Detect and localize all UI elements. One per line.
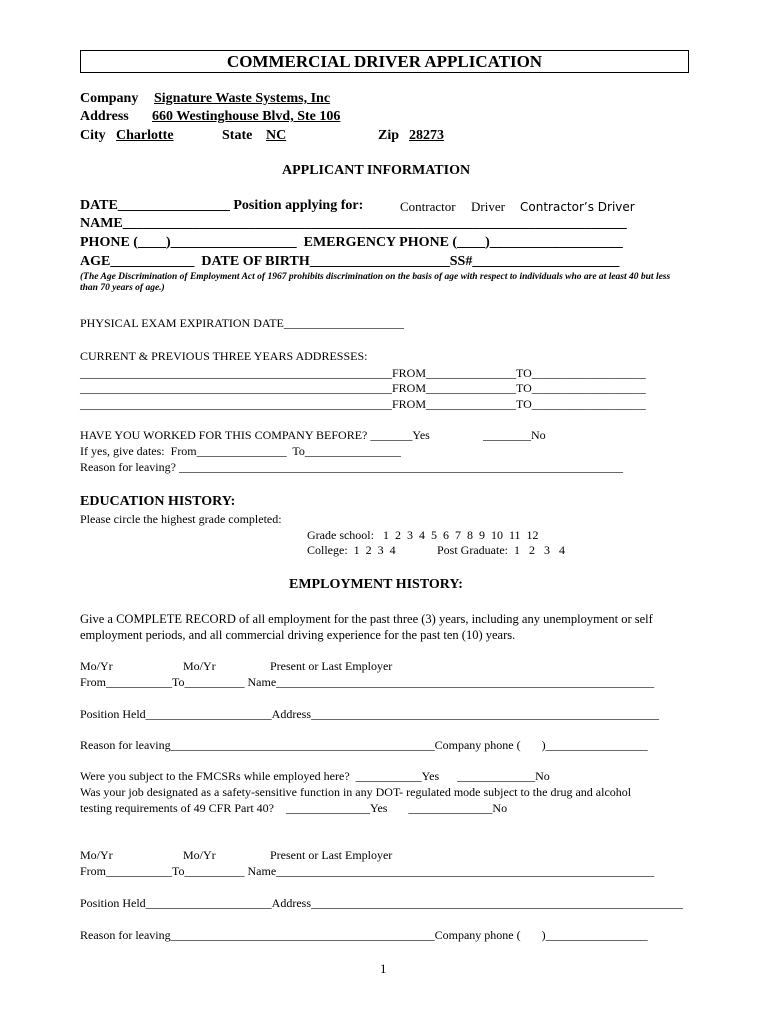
position-option-contractor[interactable]: Contractor: [400, 199, 456, 214]
mo-yr-to-label: Mo/Yr: [183, 848, 216, 862]
zip-value: 28273: [409, 128, 444, 143]
reason-phone-line[interactable]: Reason for leaving____________________________________________Company phone ( )_________________: [80, 738, 648, 752]
state-value: NC: [266, 128, 287, 143]
age-discrimination-note: (The Age Discrimination of Employment Act of 1967 prohibits discrimination on the basis of age with respect to individuals who are at least 40 but less than 70 years of age.): [80, 272, 671, 293]
company-value: Signature Waste Systems, Inc: [154, 91, 331, 106]
date-position-line[interactable]: DATE________________ Position applying for:: [80, 198, 364, 213]
safety-sensitive-question: Was your job designated as a safety-sensitive function in any DOT- regulated mode subject to the drug and alcohol: [80, 785, 632, 799]
employment-dates-name-line[interactable]: From___________To__________ Name_______________________________________________________________: [80, 675, 655, 689]
drug-testing-question[interactable]: testing requirements of 49 CFR Part 40? ______________Yes ______________No: [80, 801, 508, 815]
address-row-1[interactable]: ____________________________________________________FROM_______________TO___________________: [80, 366, 646, 380]
phone-line[interactable]: PHONE (____)__________________ EMERGENCY PHONE (____)___________________: [80, 235, 623, 250]
worked-before-no[interactable]: ________No: [483, 428, 546, 442]
name-line[interactable]: NAME________________________________________________________________________: [80, 216, 627, 231]
reason-phone-line[interactable]: Reason for leaving____________________________________________Company phone ( )_________________: [80, 928, 648, 942]
address-value: 660 Westinghouse Blvd, Ste 106: [152, 109, 341, 124]
employment-dates-name-line[interactable]: From___________To__________ Name_______________________________________________________________: [80, 864, 655, 878]
worked-before-yes[interactable]: HAVE YOU WORKED FOR THIS COMPANY BEFORE? _______Yes: [80, 428, 430, 442]
page-number: 1: [380, 961, 387, 976]
employer-label: Present or Last Employer: [270, 659, 393, 673]
if-yes-dates[interactable]: If yes, give dates: From_______________ To________________: [80, 444, 401, 458]
state-label: State: [222, 128, 253, 143]
mo-yr-to-label: Mo/Yr: [183, 659, 216, 673]
employer-label: Present or Last Employer: [270, 848, 393, 862]
addresses-label: CURRENT & PREVIOUS THREE YEARS ADDRESSES:: [80, 349, 368, 363]
education-heading: EDUCATION HISTORY:: [80, 494, 236, 509]
position-option-driver[interactable]: Driver: [471, 199, 505, 214]
position-address-line[interactable]: Position Held_____________________Address______________________________________________________________: [80, 896, 683, 910]
applicant-heading: APPLICANT INFORMATION: [282, 163, 471, 178]
address-label: Address: [80, 109, 129, 124]
city-label: City: [80, 128, 106, 143]
fmcsr-question[interactable]: Were you subject to the FMCSRs while employed here? ___________Yes _____________No: [80, 769, 550, 783]
employment-instruction: Give a COMPLETE RECORD of all employment for the past three (3) years, including any unemployment or self employment periods, and all commercial driving experience for the past ten (10) years.: [80, 612, 653, 642]
college-options[interactable]: College: 1 2 3 4: [307, 543, 396, 557]
city-value: Charlotte: [116, 128, 174, 143]
reason-for-leaving[interactable]: Reason for leaving? __________________________________________________________________________: [80, 460, 623, 474]
address-row-2[interactable]: ____________________________________________________FROM_______________TO___________________: [80, 381, 646, 395]
address-row-3[interactable]: ____________________________________________________FROM_______________TO___________________: [80, 397, 646, 411]
education-instruction: Please circle the highest grade completed:: [80, 512, 282, 526]
grade-school-options[interactable]: Grade school: 1 2 3 4 5 6 7 8 9 10 11 12: [307, 528, 539, 542]
position-address-line[interactable]: Position Held_____________________Address__________________________________________________________: [80, 707, 659, 721]
post-graduate-options[interactable]: Post Graduate: 1 2 3 4: [437, 543, 565, 557]
employment-heading: EMPLOYMENT HISTORY:: [289, 577, 463, 592]
physical-exam-line[interactable]: PHYSICAL EXAM EXPIRATION DATE____________________: [80, 316, 404, 330]
form-title-box: [80, 50, 689, 73]
form-title: COMMERCIAL DRIVER APPLICATION: [226, 52, 543, 71]
position-option-contractors-driver[interactable]: Contractor’s Driver: [520, 200, 635, 214]
mo-yr-from-label: Mo/Yr: [80, 659, 113, 673]
mo-yr-from-label: Mo/Yr: [80, 848, 113, 862]
zip-label: Zip: [378, 128, 400, 143]
age-dob-ssn-line[interactable]: AGE____________ DATE OF BIRTH____________________SS#_____________________: [80, 254, 620, 269]
company-label: Company: [80, 91, 139, 106]
